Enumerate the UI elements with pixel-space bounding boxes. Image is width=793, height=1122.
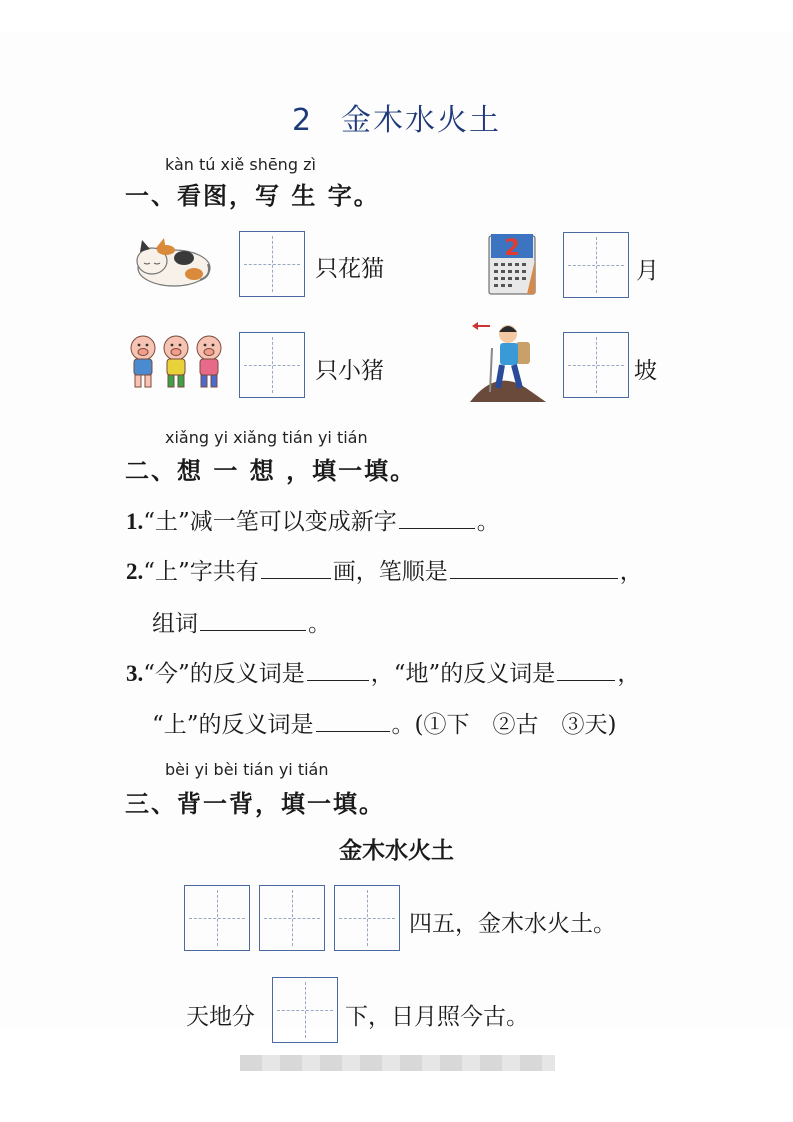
item-suffix-pigs: 只小猪 [315, 358, 384, 384]
q3-jin-blank[interactable] [307, 679, 369, 681]
hiker-icon [466, 318, 548, 404]
q1-blank[interactable] [399, 527, 475, 529]
poem-line1-suffix: 四五，金木水火土。 [409, 911, 616, 937]
section1-pinyin: kàn tú xiě shēng zì [165, 155, 316, 174]
answer-box-cat[interactable] [239, 231, 305, 297]
question-3: 3.“今”的反义词是 ，“地”的反义词是 ， [126, 661, 641, 687]
q3-options: 。(①下 ②古 ③天) [391, 712, 617, 738]
q3-number: 3. [126, 661, 144, 686]
calendar-icon [487, 230, 537, 296]
section3-pinyin: bèi yi bèi tián yi tián [165, 760, 329, 779]
item-suffix-calendar: 月 [636, 258, 659, 284]
q2-number: 2. [126, 559, 144, 584]
item-suffix-cat: 只花猫 [315, 256, 384, 282]
poem-line2-suffix: 下，日月照今古。 [345, 1004, 529, 1030]
lesson-number: 2 [291, 103, 314, 138]
q3-shang-blank[interactable] [316, 730, 390, 732]
q1-number: 1. [126, 509, 144, 534]
poem-box-1[interactable] [184, 885, 250, 951]
question-3-line2: “上”的反义词是 。(①下 ②古 ③天) [152, 712, 617, 738]
calendar-digit: 2 [504, 236, 520, 261]
q2-order-blank[interactable] [450, 577, 618, 579]
poem-box-3[interactable] [334, 885, 400, 951]
q2-strokes-blank[interactable] [261, 577, 331, 579]
answer-box-pigs[interactable] [239, 332, 305, 398]
item-suffix-hiker: 坡 [634, 358, 657, 384]
section2-pinyin: xiǎng yi xiǎng tián yi tián [165, 428, 368, 447]
section1-heading: 一、看图，写 生 字。 [125, 181, 380, 210]
poem-title: 金木水火土 [339, 838, 454, 864]
answer-box-hiker[interactable] [563, 332, 629, 398]
poem-line2-prefix: 天地分 [186, 1004, 255, 1030]
q2-word-blank[interactable] [200, 629, 306, 631]
cat-icon [130, 236, 212, 288]
pigs-icon [126, 332, 226, 392]
section3-heading: 三、背一背，填一填。 [125, 789, 385, 818]
lesson-title: 金木水火土 [341, 103, 502, 138]
section2-heading: 二、想 一 想 ，填一填。 [125, 456, 417, 485]
poem-box-2[interactable] [259, 885, 325, 951]
footer-watermark-bar [240, 1055, 555, 1071]
question-2-line2: 组词 。 [152, 611, 331, 637]
poem-box-4[interactable] [272, 977, 338, 1043]
page-title [0, 95, 793, 139]
question-2: 2.“上”字共有 画，笔顺是 ， [126, 559, 643, 585]
q3-di-blank[interactable] [557, 679, 615, 681]
question-1: 1.“土”减一笔可以变成新字 。 [126, 509, 500, 535]
answer-box-calendar[interactable] [563, 232, 629, 298]
